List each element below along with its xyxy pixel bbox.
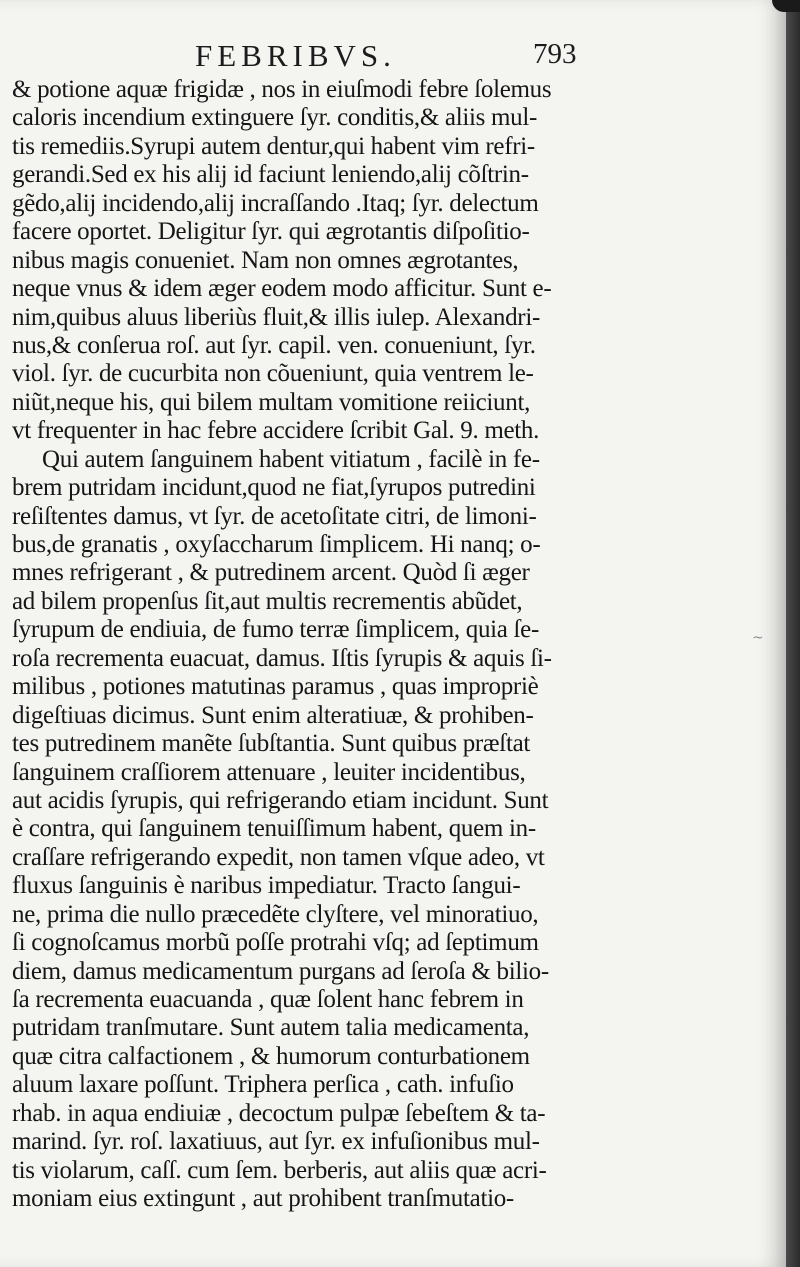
text-line: ad bilem propenſus ſit,aut multis recrementis abũdet,	[12, 587, 523, 615]
text-line: caloris incendium extinguere ſyr. conditis,& aliis mul-	[12, 104, 538, 132]
text-line: gẽdo,alij incidendo,alij incraſſando .Itaq; ſyr. delectum	[12, 189, 539, 217]
text-line: tis violarum, caſſ. cum ſem. berberis, aut aliis quæ acri-	[12, 1156, 547, 1184]
text-line: aluum laxare poſſunt. Triphera perſica , cath. infuſio	[12, 1071, 514, 1099]
text-line: rhab. in aqua endiuiæ , decoctum pulpæ ſebeſtem & ta-	[12, 1099, 546, 1127]
text-line: niũt,neque his, qui bilem multam vomitione reiiciunt,	[12, 388, 531, 416]
text-line: ſa recrementa euacuanda , quæ ſolent hanc febrem in	[12, 986, 524, 1013]
text-line: brem putridam incidunt,quod ne fiat,ſyrupos putredini	[12, 474, 536, 502]
text-line: roſa recrementa euacuat, damus. Iſtis ſyrupis & aquis ſi-	[12, 644, 552, 672]
text-line: milibus , potiones matutinas paramus , quas impropriè	[12, 673, 539, 701]
text-line: & potione aquæ frigidæ , nos in eiuſmodi febre ſolemus	[12, 76, 552, 103]
text-line: moniam eius extingunt , aut prohibent tranſmutatio-	[12, 1185, 514, 1213]
text-line: quæ citra calfactionem , & humorum conturbationem	[12, 1042, 530, 1070]
text-line: ne, prima die nullo præcedẽte clyſtere, vel minoratiuo,	[12, 900, 539, 928]
body-text	[12, 76, 597, 1214]
running-head: FEBRIBVS.	[195, 38, 396, 73]
text-line: aut acidis ſyrupis, qui refrigerando etiam incidunt. Sunt	[12, 786, 549, 814]
page-header	[0, 38, 786, 78]
text-line: bus,de granatis , oxyſaccharum ſimplicem. Hi nanq; o-	[12, 531, 541, 558]
text-line: Qui autem ſanguinem habent vitiatum , facilè in fe-	[42, 445, 540, 473]
text-line: tis remediis.Syrupi autem dentur,qui habent vim refri-	[12, 132, 535, 160]
margin-mark: ~	[752, 630, 764, 646]
text-line: gerandi.Sed ex his alij id faciunt leniendo,alij cõſtrin-	[12, 161, 529, 189]
text-line: vt frequenter in hac febre accidere ſcribit Gal. 9. meth.	[12, 417, 540, 445]
text-line: viol. ſyr. de cucurbita non cõueniunt, quia ventrem le-	[12, 360, 534, 388]
text-line: craſſare refrigerando expedit, non tamen vſque adeo, vt	[12, 843, 545, 871]
text-line: diem, damus medicamentum purgans ad ſeroſa & bilio-	[12, 957, 549, 985]
text-line: reſiſtentes damus, vt ſyr. de acetoſitate citri, de limoni-	[12, 502, 537, 530]
text-line: mnes refrigerant , & putredinem arcent. Quòd ſi æger	[12, 559, 530, 587]
text-line: putridam tranſmutare. Sunt autem talia medicamenta,	[12, 1014, 530, 1042]
text-line: ſi cognoſcamus morbũ poſſe protrahi vſq; ad ſeptimum	[12, 929, 539, 957]
text-line: ſanguinem craſſiorem attenuare , leuiter incidentibus,	[12, 758, 526, 786]
text-line: tes putredinem manẽte ſubſtantia. Sunt quibus præſtat	[12, 730, 531, 758]
text-line: neque vnus & idem æger eodem modo afficitur. Sunt e-	[12, 275, 552, 303]
text-line: digeſtiuas dicimus. Sunt enim alteratiuæ, & prohiben-	[12, 701, 534, 729]
page-number: 793	[533, 38, 577, 70]
text-line: facere oportet. Deligitur ſyr. qui ægrotantis diſpoſitio-	[12, 218, 530, 246]
text-line: è contra, qui ſanguinem tenuiſſimum habent, quem in-	[12, 815, 536, 843]
text-line: nibus magis conueniet. Nam non omnes ægrotantes,	[12, 246, 519, 274]
text-line: nus,& conſerua roſ. aut ſyr. capil. ven. conueniunt, ſyr.	[12, 331, 536, 359]
page-edge	[786, 0, 800, 1267]
text-line: marind. ſyr. roſ. laxatiuus, aut ſyr. ex infuſionibus mul-	[12, 1128, 540, 1156]
text-line: ſyrupum de endiuia, de fumo terræ ſimplicem, quia ſe-	[12, 616, 540, 644]
text-line: nim,quibus aluus liberiùs fluit,& illis iulep. Alexandri-	[12, 303, 540, 331]
text-line: fluxus ſanguinis è naribus impediatur. Tracto ſangui-	[12, 872, 521, 900]
